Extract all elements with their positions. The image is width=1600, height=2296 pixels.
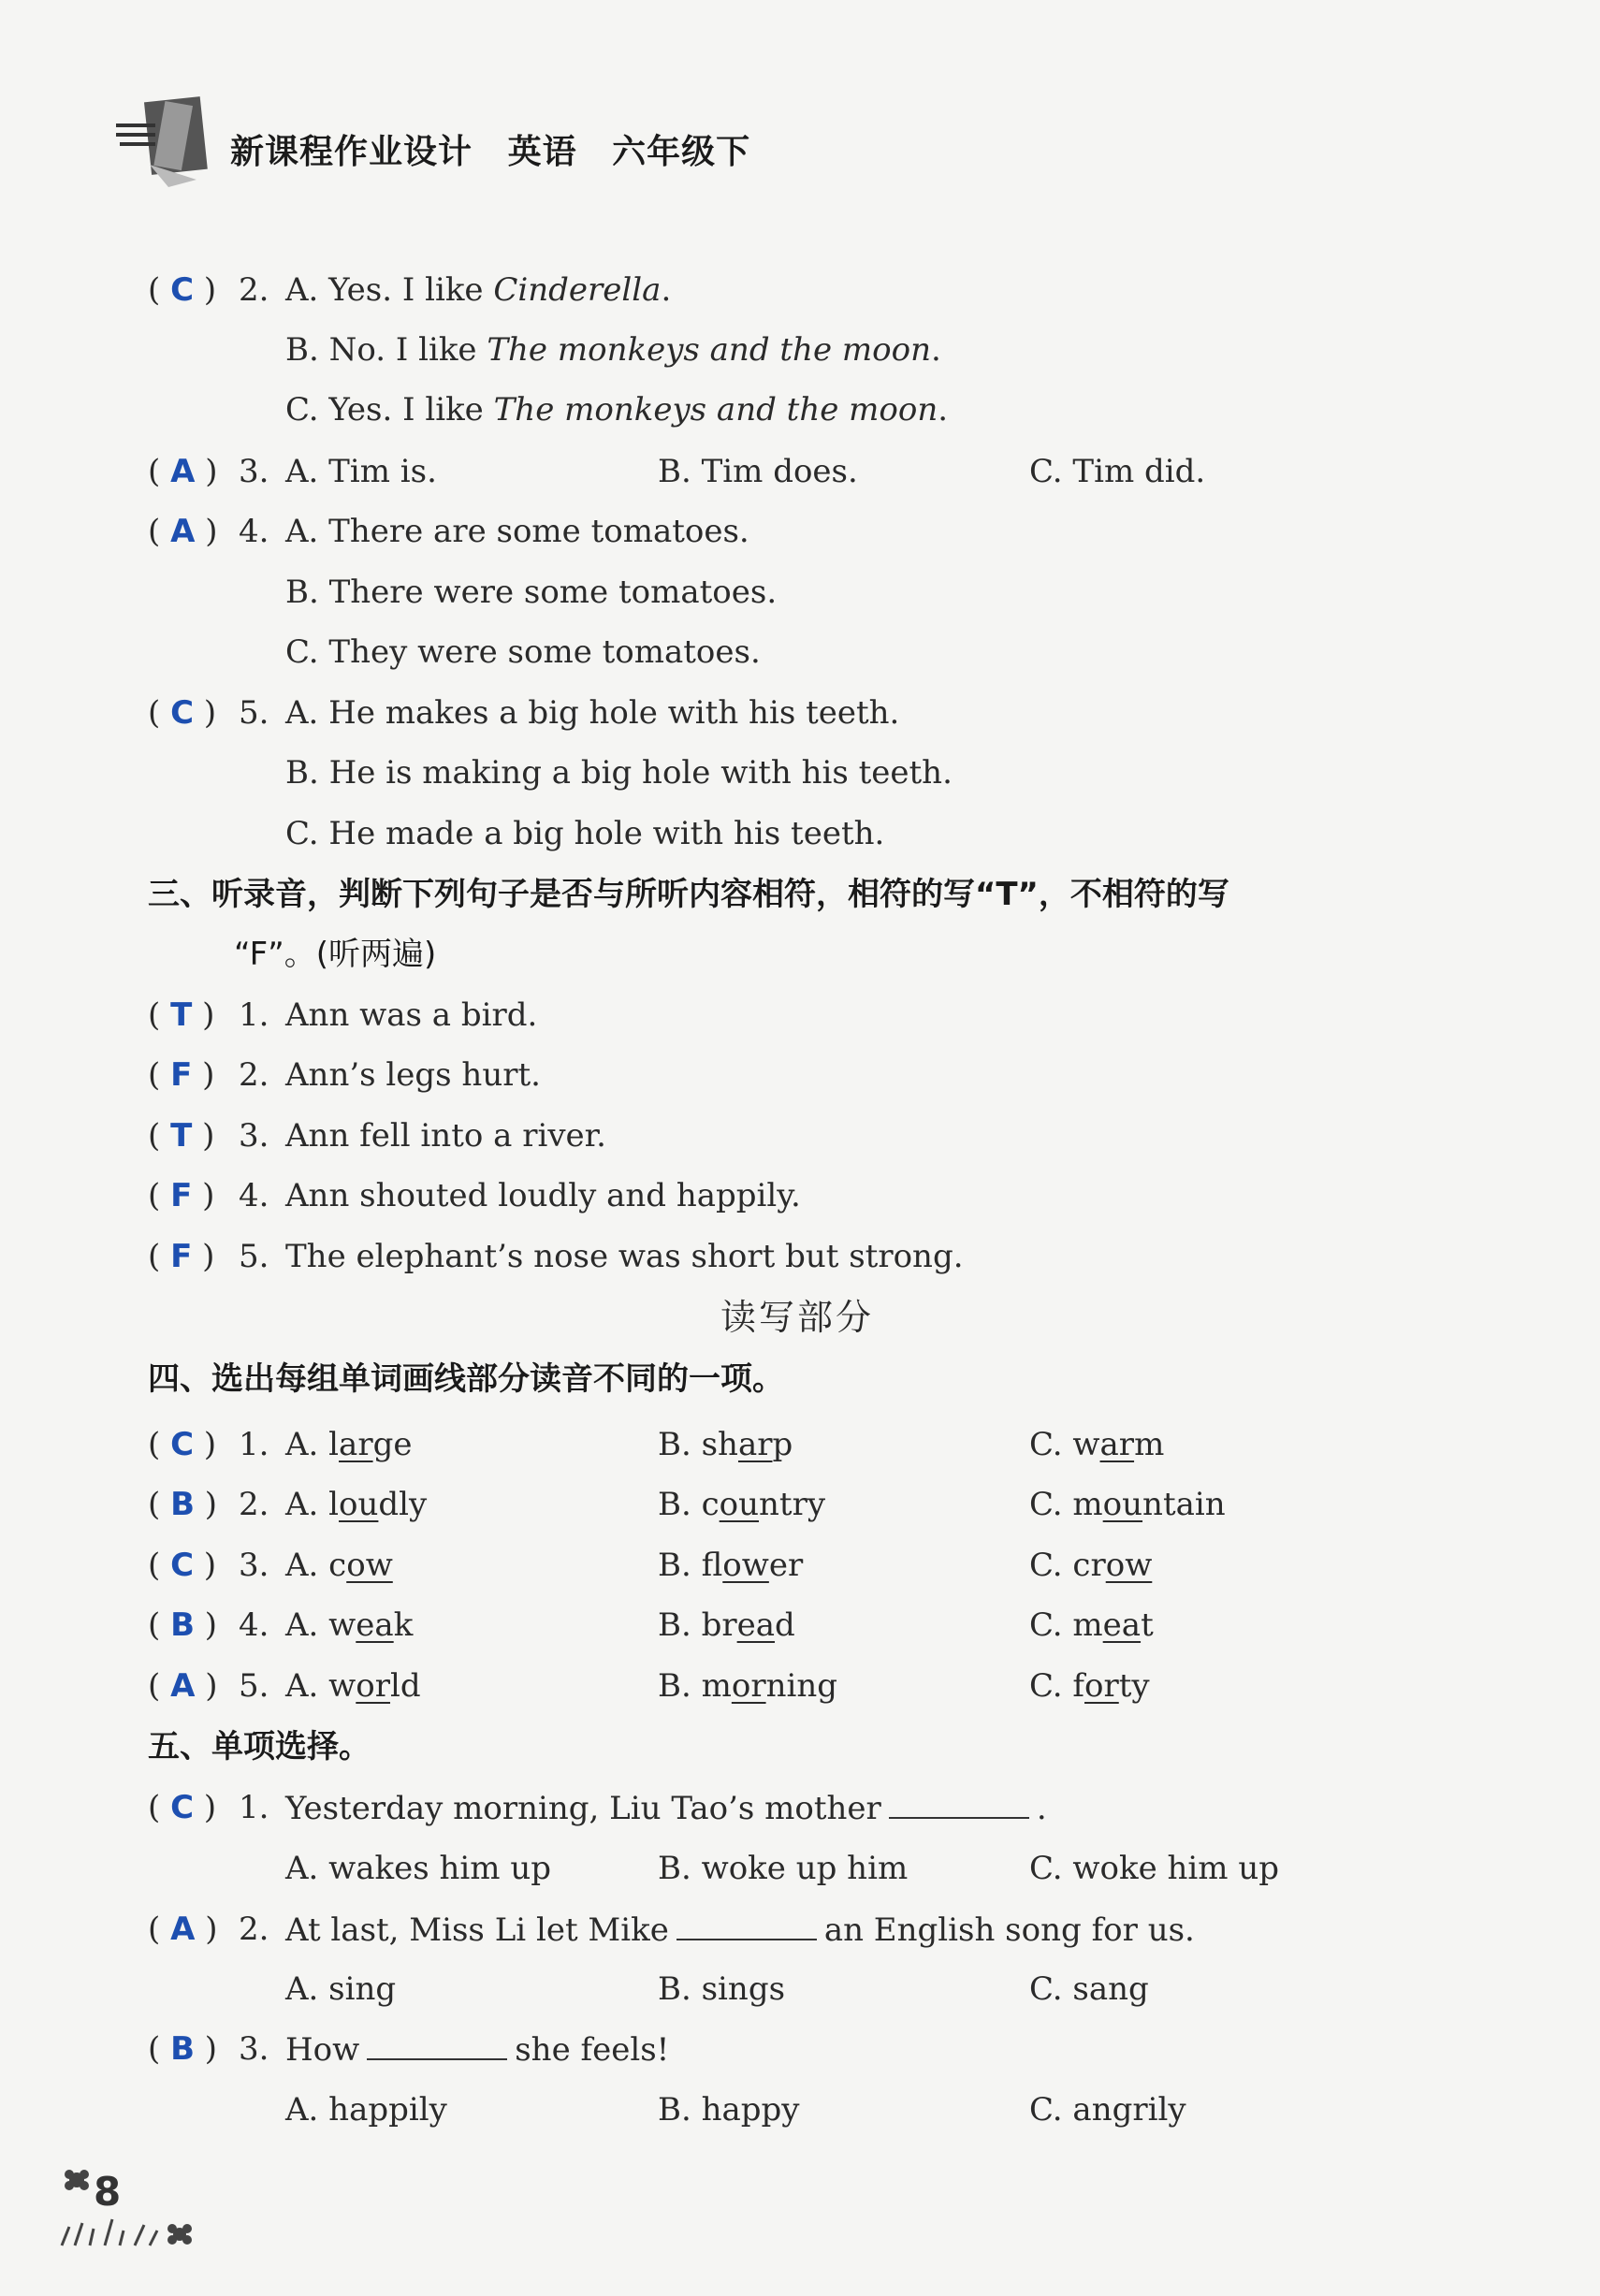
section-3-title-cont: “F”。(听两遍) xyxy=(234,936,437,973)
option-b: B. flower xyxy=(658,1547,804,1584)
option-c: C. warm xyxy=(1029,1426,1165,1463)
answer-bracket: ( C ) xyxy=(148,1789,217,1826)
option-b: B. Tim does. xyxy=(658,453,858,490)
question-number: 1. xyxy=(239,1789,269,1826)
answer-bracket: ( B ) xyxy=(148,1486,218,1523)
question-number: 5. xyxy=(239,1667,269,1705)
question-number: 4. xyxy=(239,1606,269,1644)
question-number: 2. xyxy=(239,1056,269,1094)
answer-bracket: ( C ) xyxy=(148,1426,217,1463)
question-number: 3. xyxy=(239,1547,269,1584)
option-a: A. world xyxy=(285,1667,421,1705)
option-c: C. Yes. I like The monkeys and the moon. xyxy=(285,391,949,429)
subject-name: 英语 xyxy=(507,133,577,171)
section-4-title: 四、选出每组单词画线部分读音不同的一项。 xyxy=(148,1360,784,1398)
question-number: 5. xyxy=(239,694,269,732)
option-b: B. No. I like The monkeys and the moon. xyxy=(285,331,941,369)
option-b: B. There were some tomatoes. xyxy=(285,574,778,611)
answer-blank xyxy=(676,1911,817,1940)
answer-bracket: ( F ) xyxy=(148,1056,215,1094)
option-a: A. wakes him up xyxy=(285,1850,552,1887)
option-b: B. sings xyxy=(658,1970,786,2008)
option-b: B. sharp xyxy=(658,1426,793,1463)
answer-bracket: ( C ) xyxy=(148,694,217,732)
option-b: B. country xyxy=(658,1486,826,1523)
reading-writing-heading: 读写部分 xyxy=(720,1297,875,1338)
option-c: C. forty xyxy=(1029,1667,1150,1705)
option-a: A. There are some tomatoes. xyxy=(285,513,749,550)
flower-decoration-icon xyxy=(56,2152,206,2255)
option-c: C. woke him up xyxy=(1029,1850,1280,1887)
option-c: C. Tim did. xyxy=(1029,453,1206,490)
question-stem: How she feels! xyxy=(285,2031,670,2069)
option-b: B. bread xyxy=(658,1606,795,1644)
question-number: 3. xyxy=(239,1117,269,1155)
option-c: C. They were some tomatoes. xyxy=(285,633,761,671)
question-number: 1. xyxy=(239,1426,269,1463)
option-a: A. Yes. I like Cinderella. xyxy=(285,271,672,309)
option-c: C. angrily xyxy=(1029,2091,1186,2129)
option-a: A. cow xyxy=(285,1547,393,1584)
question-stem: Yesterday morning, Liu Tao’s mother . xyxy=(285,1790,1047,1827)
option-a: A. happily xyxy=(285,2091,447,2129)
statement: Ann was a bird. xyxy=(285,996,538,1034)
question-number: 2. xyxy=(239,1911,269,1948)
answer-bracket: ( A ) xyxy=(148,453,218,490)
option-c: C. sang xyxy=(1029,1970,1149,2008)
answer-bracket: ( B ) xyxy=(148,1606,218,1644)
option-a: A. Tim is. xyxy=(285,453,437,490)
statement: The elephant’s nose was short but strong. xyxy=(285,1238,964,1275)
answer-bracket: ( A ) xyxy=(148,1667,218,1705)
option-a: A. loudly xyxy=(285,1486,428,1523)
statement: Ann shouted loudly and happily. xyxy=(285,1177,801,1214)
question-number: 4. xyxy=(239,1177,269,1214)
section-3-title: 三、听录音，判断下列句子是否与所听内容相符，相符的写“T”，不相符的写 xyxy=(148,876,1229,913)
answer-bracket: ( B ) xyxy=(148,2030,218,2068)
option-b: B. happy xyxy=(658,2091,800,2129)
option-a: A. sing xyxy=(285,1970,397,2008)
answer-bracket: ( C ) xyxy=(148,271,217,309)
option-a: A. weak xyxy=(285,1606,414,1644)
grade-name: 六年级下 xyxy=(612,133,751,171)
question-number: 3. xyxy=(239,2030,269,2068)
answer-bracket: ( F ) xyxy=(148,1238,215,1275)
question-number: 2. xyxy=(239,271,269,309)
question-number: 4. xyxy=(239,513,269,550)
book-logo-icon xyxy=(112,90,225,193)
option-a: A. large xyxy=(285,1426,413,1463)
answer-bracket: ( C ) xyxy=(148,1547,217,1584)
answer-blank xyxy=(889,1789,1029,1819)
question-stem: At last, Miss Li let Mike an English song for us. xyxy=(285,1911,1195,1949)
option-a: A. He makes a big hole with his teeth. xyxy=(285,694,900,732)
page-header xyxy=(112,90,954,193)
option-c: C. mountain xyxy=(1029,1486,1226,1523)
option-c: C. He made a big hole with his teeth. xyxy=(285,815,885,852)
page-number: 8 xyxy=(94,2169,122,2215)
option-b: B. He is making a big hole with his teeth. xyxy=(285,754,953,792)
answer-bracket: ( F ) xyxy=(148,1177,215,1214)
statement: Ann fell into a river. xyxy=(285,1117,606,1155)
answer-blank xyxy=(367,2030,507,2060)
answer-bracket: ( T ) xyxy=(148,1117,215,1155)
header-title xyxy=(230,125,773,173)
option-c: C. meat xyxy=(1029,1606,1154,1644)
answer-bracket: ( A ) xyxy=(148,1911,218,1948)
answer-bracket: ( A ) xyxy=(148,513,218,550)
question-number: 5. xyxy=(239,1238,269,1275)
option-c: C. crow xyxy=(1029,1547,1153,1584)
question-number: 1. xyxy=(239,996,269,1034)
question-number: 3. xyxy=(239,453,269,490)
option-b: B. woke up him xyxy=(658,1850,909,1887)
option-b: B. morning xyxy=(658,1667,838,1705)
section-5-title: 五、单项选择。 xyxy=(148,1728,371,1766)
question-number: 2. xyxy=(239,1486,269,1523)
answer-bracket: ( T ) xyxy=(148,996,215,1034)
statement: Ann’s legs hurt. xyxy=(285,1056,541,1094)
book-name: 新课程作业设计 xyxy=(230,133,473,171)
